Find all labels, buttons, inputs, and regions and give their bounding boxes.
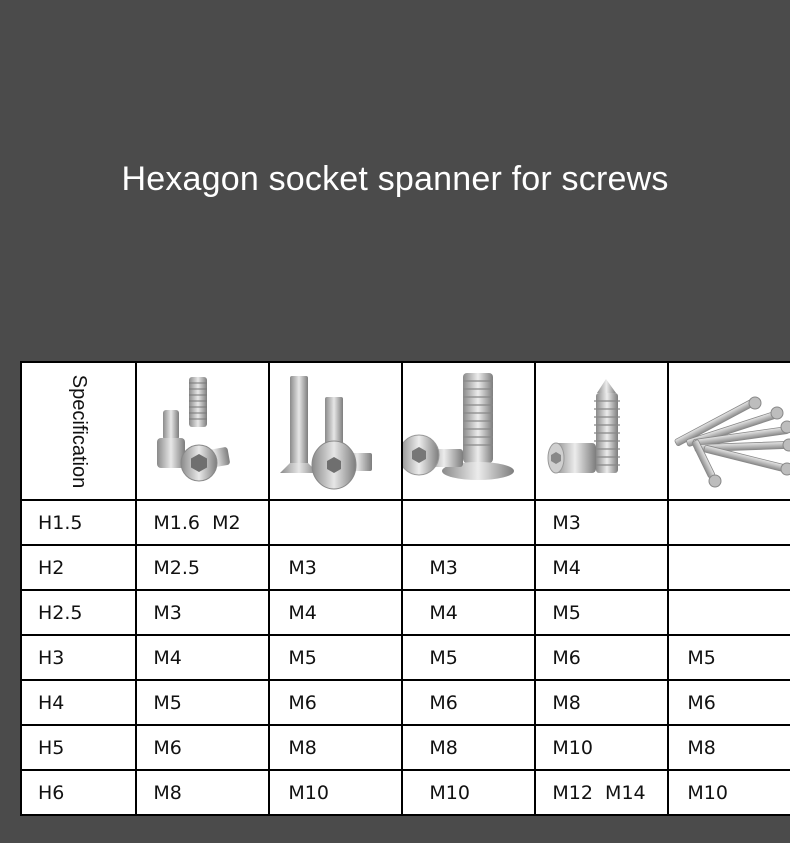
size-cell: M10 — [402, 770, 535, 815]
spec-header-label: Specification — [68, 374, 91, 488]
size-cell — [269, 500, 402, 545]
table-row — [21, 770, 790, 815]
size-cell: M5 — [136, 680, 269, 725]
size-cell: M6 — [269, 680, 402, 725]
header-image-cell — [269, 362, 402, 500]
spec-cell: H1.5 — [21, 500, 136, 545]
table-row — [21, 680, 790, 725]
header-image-cell — [402, 362, 535, 500]
size-cell: M10 — [269, 770, 402, 815]
spec-cell: H4 — [21, 680, 136, 725]
spec-header-cell — [21, 362, 136, 500]
size-cell: M8 — [668, 725, 790, 770]
size-cell: M4 — [402, 590, 535, 635]
table-row — [21, 590, 790, 635]
size-cell: M8 — [269, 725, 402, 770]
header-image-cell — [136, 362, 269, 500]
long-cap-head-socket-screws-image — [669, 363, 790, 499]
size-cell: M10 — [668, 770, 790, 815]
size-cell: M5 — [269, 635, 402, 680]
size-cell: M6 — [535, 635, 668, 680]
page-title: Hexagon socket spanner for screws — [121, 160, 669, 198]
size-cell: M8 — [535, 680, 668, 725]
button-head-socket-screw-image — [403, 363, 534, 499]
table-row — [21, 545, 790, 590]
size-cell: M4 — [136, 635, 269, 680]
spec-cell: H3 — [21, 635, 136, 680]
header-image-cell — [668, 362, 790, 500]
size-cell: M8 — [136, 770, 269, 815]
size-cell: M3 — [402, 545, 535, 590]
size-cell: M3 — [269, 545, 402, 590]
countersunk-socket-screw-image — [270, 363, 401, 499]
cone-point-set-screw-image — [536, 363, 667, 499]
size-cell — [668, 545, 790, 590]
size-cell: M6 — [136, 725, 269, 770]
table-header-row — [21, 362, 790, 500]
size-cell: M4 — [535, 545, 668, 590]
size-cell — [402, 500, 535, 545]
spec-cell: H2.5 — [21, 590, 136, 635]
size-cell: M5 — [668, 635, 790, 680]
size-cell: M8 — [402, 725, 535, 770]
size-cell: M5 — [402, 635, 535, 680]
size-cell: M2.5 — [136, 545, 269, 590]
size-cell: M5 — [535, 590, 668, 635]
table-row — [21, 635, 790, 680]
size-cell — [668, 500, 790, 545]
size-cell — [668, 590, 790, 635]
table-row — [21, 725, 790, 770]
size-cell: M10 — [535, 725, 668, 770]
spec-cell: H6 — [21, 770, 136, 815]
size-cell: M4 — [269, 590, 402, 635]
size-cell: M3 — [535, 500, 668, 545]
size-cell: M1.6 M2 — [136, 500, 269, 545]
header-image-cell — [535, 362, 668, 500]
cap-head-socket-screw-image — [137, 363, 268, 499]
spec-table — [20, 361, 790, 816]
spec-cell: H5 — [21, 725, 136, 770]
size-cell: M3 — [136, 590, 269, 635]
spec-cell: H2 — [21, 545, 136, 590]
size-cell: M6 — [402, 680, 535, 725]
table-row — [21, 500, 790, 545]
size-cell: M12 M14 — [535, 770, 668, 815]
size-cell: M6 — [668, 680, 790, 725]
